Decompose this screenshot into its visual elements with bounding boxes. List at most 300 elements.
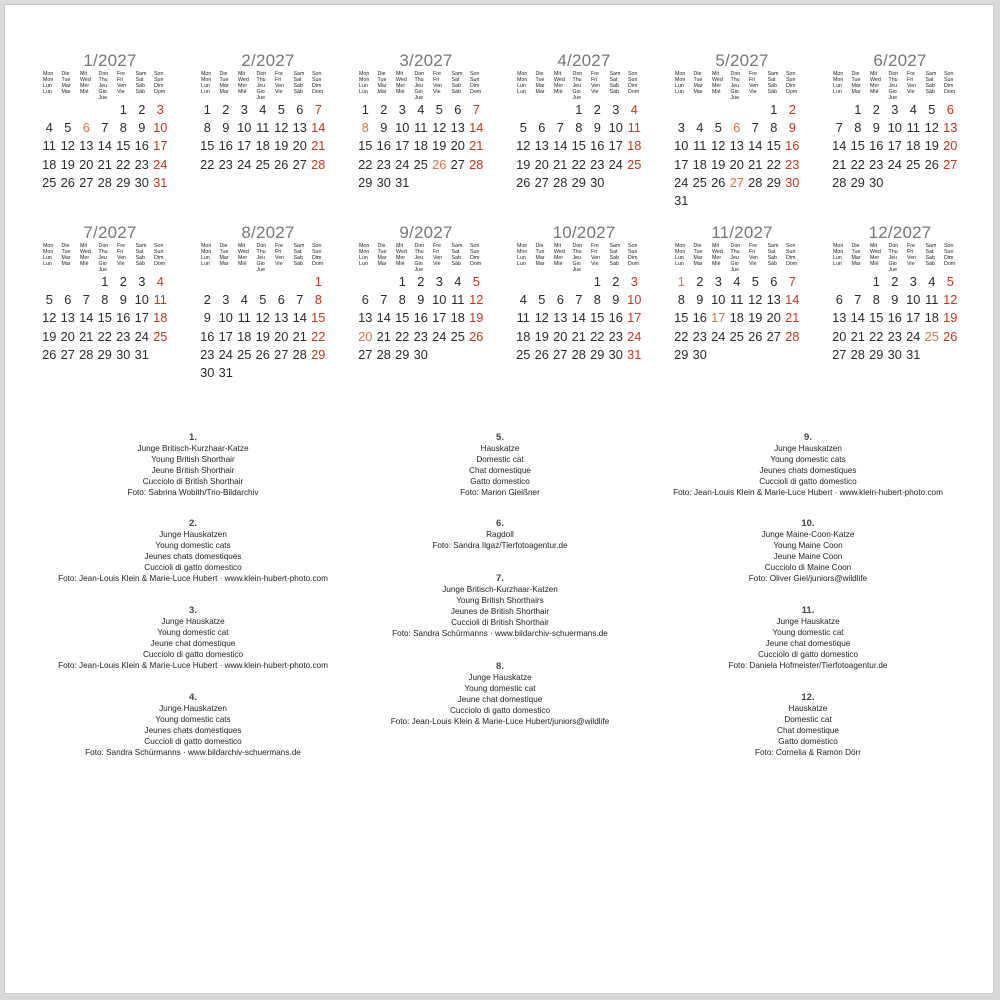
day-cell: 25 [450,328,465,344]
weekday-name: Sáb [925,261,935,267]
weekday-name: Sun [154,77,164,83]
day-cell: 8 [119,120,127,136]
caption-line: Junge Maine-Coon-Katze [761,530,855,539]
weekday-name: Mar [377,255,387,261]
day-cell: 22 [850,156,865,172]
caption-line: Young British Shorthairs [456,596,544,605]
day-cell: 13 [450,120,465,136]
caption-line: Gatto domestico [778,737,838,746]
day-cell: 1 [101,274,109,289]
caption-line: Jeune Maine Coon [773,552,843,561]
day-cell: 22 [116,156,131,172]
weekday-name: Ven [591,83,601,89]
weekday-name: Ven [907,83,917,89]
day-cell: 11 [730,292,744,308]
day-cell: 1 [398,274,406,289]
weekday-name: Mar [61,255,71,261]
weekday-name: Gio [98,261,107,267]
day-cell: 11 [256,120,270,136]
day-cell: 13 [274,310,289,326]
day-cell: 28 [553,174,568,190]
day-cell: 21 [376,328,391,344]
weekday-name: Jue [98,267,108,273]
weekday-name: Tue [377,77,387,83]
day-cell: 4 [454,274,462,289]
day-cell: 29 [674,346,689,362]
day-cell: 24 [237,156,252,172]
weekday-name: Thu [572,77,582,83]
photo-credits [5,5,994,994]
weekday-name: Sab [925,255,935,261]
day-cell: 20 [358,328,373,344]
weekday-name: Son [628,71,638,77]
weekday-name: Wed [238,249,249,255]
day-cell: 9 [119,292,127,308]
weekday-name: Mit [712,243,720,249]
weekday-name: Sun [786,77,796,83]
weekday-name: Dim [944,83,954,89]
weekday-name: Lun [675,83,684,89]
weekday-name: Ven [749,255,759,261]
weekday-name: Mar [61,89,71,95]
weekday-name: Die [851,71,860,77]
caption-number: 1. [189,432,197,443]
weekday-name: Fri [275,249,282,255]
weekday-name: Ven [275,83,285,89]
day-cell: 29 [850,174,865,190]
weekday-name: Fri [433,77,440,83]
day-cell: 1 [203,102,211,117]
caption-line: Jeunes de British Shorthair [450,607,550,616]
day-cell: 5 [928,102,936,117]
day-cell: 1 [854,102,862,117]
weekday-name: Ven [591,255,601,261]
day-cell: 24 [627,328,642,344]
day-cell: 19 [255,328,270,344]
weekday-name: Jeu [888,83,898,89]
caption-number: 7. [496,573,504,584]
day-cell: 19 [516,156,531,172]
weekday-name: Vie [275,89,283,95]
day-cell: 12 [924,120,939,136]
day-cell: 28 [292,346,307,362]
day-cell: 1 [770,102,778,117]
photo-caption [33,692,353,758]
weekday-name: Sab [767,255,777,261]
weekday-name: Lun [833,89,842,95]
weekday-name: Dim [944,255,954,261]
weekday-name: Fri [907,77,914,83]
day-cell: 4 [909,102,917,117]
day-cell: 11 [906,120,920,136]
weekday-name: Die [851,243,860,249]
day-cell: 8 [593,292,601,308]
day-cell: 8 [677,292,685,308]
day-cell: 24 [218,346,233,362]
day-cell: 10 [237,120,252,136]
day-cell: 6 [296,102,304,117]
day-cell: 12 [748,292,763,308]
weekday-name: Jeu [572,83,582,89]
weekday-name: Fre [275,243,283,249]
day-cell: 27 [79,174,94,190]
weekday-name: Vie [749,261,757,267]
caption-line: Chat domestique [777,726,839,735]
weekday-name: Dom [944,261,956,267]
month-title: 1/2027 [83,51,137,70]
day-cell: 8 [872,292,880,308]
caption-line: Domestic cat [476,455,524,464]
day-cell: 26 [60,174,75,190]
weekday-name: Jeu [414,83,424,89]
day-cell: 17 [608,138,623,154]
weekday-name: Vie [433,261,441,267]
day-cell: 5 [472,274,480,289]
weekday-name: Ven [433,83,443,89]
weekday-name: Mit [554,243,562,249]
day-cell: 5 [751,274,759,289]
caption-line: Cucciolo di British Shorthair [142,477,244,486]
day-cell: 30 [785,174,800,190]
weekday-name: Mon [517,249,528,255]
day-cell: 1 [872,274,880,289]
weekday-name: Tue [851,77,861,83]
day-cell: 9 [203,310,211,326]
weekday-name: Mié [554,261,563,267]
day-cell: 4 [240,292,248,308]
day-cell: 17 [711,310,726,326]
weekday-name: Gio [888,261,897,267]
day-cell: 29 [766,174,781,190]
day-cell: 13 [292,120,307,136]
day-cell: 25 [153,328,168,344]
weekday-name: Gio [572,89,581,95]
day-cell: 26 [432,156,447,172]
day-cell: 7 [751,120,759,136]
day-cell: 21 [571,328,586,344]
weekday-name: Thu [414,249,424,255]
day-cell: 7 [380,292,388,308]
weekday-name: Sáb [451,261,461,267]
weekday-name: Dom [312,261,324,267]
day-cell: 13 [729,138,744,154]
day-cell: 30 [200,364,215,380]
day-cell: 1 [361,102,369,117]
weekday-name: Sat [451,77,460,83]
weekday-name: Jue [572,267,582,273]
day-cell: 17 [237,138,252,154]
weekday-name: Fre [117,243,125,249]
weekday-name: Mon [201,249,212,255]
day-cell: 1 [593,274,601,289]
day-cell: 4 [259,102,267,117]
day-cell: 15 [97,310,112,326]
day-cell: 26 [42,346,57,362]
day-cell: 18 [627,138,642,154]
weekday-name: Mon [675,71,686,77]
weekday-name: Dim [312,83,322,89]
day-cell: 31 [674,192,689,208]
photo-caption [340,432,660,498]
weekday-name: Mar [61,261,71,267]
weekday-name: Mer [712,83,722,89]
weekday-name: Fre [433,71,441,77]
caption-number: 12. [801,692,815,703]
weekday-name: Gio [414,261,423,267]
weekday-name: Mon [359,77,370,83]
day-cell: 21 [553,156,568,172]
month-title: 11/2027 [711,223,773,242]
day-cell: 29 [590,346,605,362]
weekday-name: Jue [572,95,582,101]
weekday-name: Die [693,71,702,77]
caption-line: Junge Hauskatzen [159,530,227,539]
weekday-name: Fri [275,77,282,83]
day-cell: 25 [906,156,921,172]
weekday-name: Sab [609,255,619,261]
day-cell: 16 [692,310,707,326]
weekday-name: Lun [833,261,842,267]
day-cell: 3 [156,102,164,117]
day-cell: 24 [134,328,149,344]
day-cell: 31 [218,364,233,380]
day-cell: 16 [785,138,800,154]
weekday-name: Tue [535,249,545,255]
day-cell: 3 [222,292,230,308]
day-cell: 17 [134,310,149,326]
day-cell: 7 [575,292,583,308]
weekday-name: Mer [554,255,564,261]
weekday-name: Dom [470,89,482,95]
weekday-name: Lun [359,261,368,267]
weekday-name: Thu [98,77,108,83]
day-cell: 27 [943,156,958,172]
day-cell: 16 [376,138,391,154]
weekday-name: Wed [396,249,407,255]
day-cell: 20 [274,328,289,344]
day-cell: 15 [869,310,884,326]
day-cell: 14 [571,310,586,326]
day-cell: 23 [692,328,707,344]
day-cell: 27 [358,346,373,362]
weekday-name: Don [572,71,583,77]
weekday-name: Sab [293,255,303,261]
day-cell: 10 [395,120,410,136]
day-cell: 18 [729,310,744,326]
day-cell: 22 [358,156,373,172]
weekday-name: Mié [554,89,563,95]
day-cell: 24 [906,328,921,344]
day-cell: 6 [361,292,369,308]
weekday-name: Jeu [256,255,266,261]
caption-line: Young domestic cat [464,684,536,693]
caption-number: 11. [801,605,815,616]
day-cell: 2 [222,102,230,117]
weekday-name: Fre [275,71,283,77]
weekday-name: Lun [675,89,684,95]
weekday-name: Mié [238,89,247,95]
weekday-name: Dom [628,89,640,95]
weekday-name: Jue [730,95,740,101]
day-cell: 31 [627,346,642,362]
weekday-name: Gio [730,261,739,267]
day-cell: 10 [134,292,149,308]
day-cell: 18 [413,138,428,154]
weekday-name: Mié [80,261,89,267]
day-cell: 2 [872,102,880,117]
weekday-name: Wed [396,77,407,83]
day-cell: 19 [469,310,484,326]
day-cell: 13 [943,120,958,136]
weekday-name: Lun [201,255,210,261]
day-cell: 29 [311,346,326,362]
day-cell: 15 [590,310,605,326]
weekday-name: Mon [201,77,212,83]
weekday-name: Mar [851,89,861,95]
day-cell: 9 [417,292,425,308]
weekday-name: Sáb [135,89,145,95]
day-cell: 17 [906,310,921,326]
weekday-name: Mer [396,255,406,261]
day-cell: 8 [770,120,778,136]
caption-number: 10. [801,518,815,529]
weekday-name: Jeu [98,83,108,89]
day-cell: 20 [553,328,568,344]
day-cell: 12 [60,138,75,154]
caption-line: Domestic cat [784,715,832,724]
weekday-name: Mit [238,243,246,249]
weekday-name: Dim [154,255,164,261]
day-cell: 21 [469,138,484,154]
weekday-name: Mié [396,261,405,267]
caption-line: Jeune British Shorthair [151,466,235,475]
day-cell: 18 [906,138,921,154]
day-cell: 5 [435,102,443,117]
weekday-name: Sáb [293,89,303,95]
caption-line: Foto: Sandra Schürmanns · www.bildarchiv-schuermans.de [392,629,608,638]
weekday-name: Mit [396,243,404,249]
day-cell: 23 [590,156,605,172]
day-cell: 19 [711,156,726,172]
day-cell: 16 [887,310,902,326]
weekday-name: Ven [275,255,285,261]
day-cell: 15 [571,138,586,154]
day-cell: 16 [869,138,884,154]
weekday-name: Thu [730,249,740,255]
day-cell: 9 [872,120,880,136]
caption-line: Young British Shorthair [151,455,235,464]
day-cell: 18 [237,328,252,344]
day-cell: 17 [153,138,168,154]
weekday-name: Wed [712,77,723,83]
day-cell: 30 [116,346,131,362]
weekday-name: Tue [535,77,545,83]
day-cell: 10 [627,292,642,308]
weekday-name: Mar [535,83,545,89]
day-cell: 24 [711,328,726,344]
weekday-name: Dim [470,255,480,261]
weekday-name: Lun [201,83,210,89]
weekday-name: Mer [554,83,564,89]
weekday-name: Mon [833,249,844,255]
caption-line: Young domestic cats [770,455,846,464]
day-cell: 9 [593,120,601,136]
day-cell: 27 [553,346,568,362]
day-cell: 16 [413,310,428,326]
weekday-name: Dom [312,89,324,95]
day-cell: 17 [887,138,902,154]
day-cell: 30 [413,346,428,362]
weekday-name: Mit [396,71,404,77]
weekday-name: Fri [591,249,598,255]
caption-line: Young domestic cat [772,628,844,637]
day-cell: 11 [925,292,939,308]
day-cell: 7 [101,120,109,136]
weekday-name: Thu [256,77,266,83]
caption-line: Foto: Oliver Giel/juniors@wildlife [748,574,868,583]
weekday-name: Ven [433,255,443,261]
weekday-name: Jeu [256,83,266,89]
day-cell: 4 [630,102,638,117]
weekday-name: Mié [712,261,721,267]
weekday-name: Sat [609,77,618,83]
day-cell: 22 [97,328,112,344]
caption-number: 3. [189,605,197,616]
weekday-name: Son [154,243,164,249]
weekday-name: Die [535,243,544,249]
day-cell: 16 [608,310,623,326]
day-cell: 17 [432,310,447,326]
caption-number: 6. [496,518,504,529]
day-cell: 7 [556,120,564,136]
day-cell: 15 [674,310,689,326]
caption-line: Cucciolo di gatto domestico [757,650,859,659]
day-cell: 19 [432,138,447,154]
day-cell: 23 [218,156,233,172]
caption-line: Foto: Jean-Louis Klein & Marie-Luce Hubert · www.klein-hubert-photo.com [58,574,328,583]
weekday-name: Don [256,71,267,77]
day-cell: 4 [156,274,164,289]
day-cell: 23 [200,346,215,362]
day-cell: 7 [82,292,90,308]
day-cell: 22 [766,156,781,172]
day-cell: 13 [766,292,781,308]
caption-line: Hauskatze [480,444,520,453]
caption-line: Jeune chat domestique [457,695,543,704]
day-cell: 9 [612,292,620,308]
month-title: 10/2027 [552,223,616,242]
day-cell: 14 [785,292,800,308]
weekday-name: Sam [293,71,305,77]
day-cell: 10 [153,120,168,136]
day-cell: 19 [534,328,549,344]
weekday-name: Don [414,71,425,77]
weekday-name: Fri [907,249,914,255]
weekday-name: Sat [925,249,934,255]
day-cell: 19 [42,328,57,344]
day-cell: 21 [97,156,112,172]
weekday-name: Jeu [572,255,582,261]
day-cell: 17 [395,138,410,154]
day-cell: 8 [854,120,862,136]
weekday-name: Tue [61,249,71,255]
day-cell: 24 [674,174,689,190]
weekday-name: Gio [98,89,107,95]
day-cell: 16 [218,138,233,154]
day-cell: 30 [134,174,149,190]
weekday-name: Mar [851,255,861,261]
weekday-name: Sun [154,249,164,255]
